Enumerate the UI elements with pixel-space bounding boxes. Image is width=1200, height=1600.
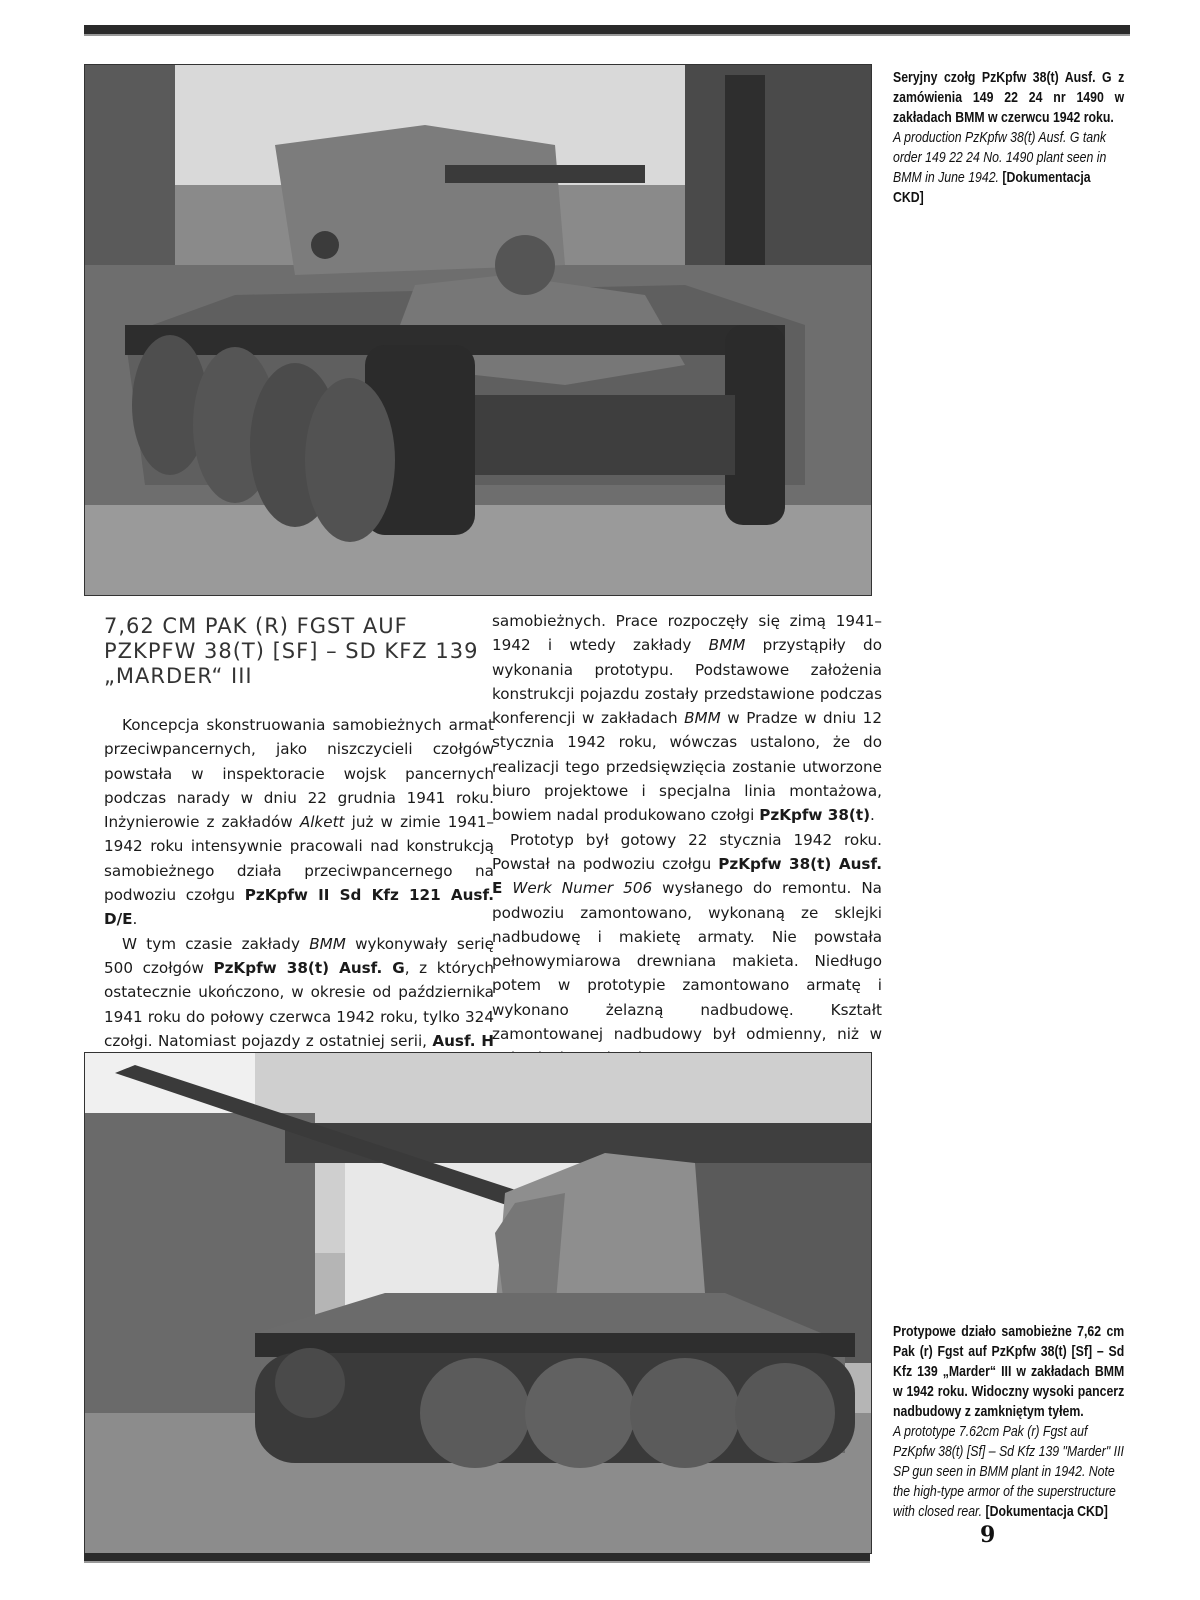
text-run: . — [132, 910, 138, 929]
text-run: W tym czasie zakłady — [122, 934, 310, 953]
text-run: w Pradze w dniu 12 stycznia 1942 roku, wówczas ustalono, że do realizacji tego przedsięwzięcia zostanie utworzone biuro projektowe i specjalna linia montażowa, bowiem nadal produkowano czołgi — [492, 709, 882, 825]
text-run: wysłanego do remontu. Na podwoziu zamontowano, wykonaną ze sklejki nadbudowę i makietę armaty. Nie powstała pełnowymiarowa drewniana makieta. Niedługo potem w prototypie zamontowano armatę i wykonano żelazną nadbudowę. Kształt zamontowanej nadbudowy był odmienny, niż w — [492, 879, 882, 1044]
text-run: samobieżnych. Prace rozpoczęły się zimą 1941–1942 i wtedy zakłady — [492, 612, 882, 655]
right-paragraph-2 — [492, 828, 882, 1071]
text-run-italic: BMM — [309, 934, 346, 953]
text-run: . — [870, 806, 875, 825]
text-column-right — [492, 609, 882, 1071]
text-run-italic: BMM — [684, 709, 721, 728]
page-number: 9 — [980, 1522, 996, 1548]
text-run-bold: PzKpfw 38(t) — [759, 806, 871, 825]
heading-line-2: PZKPFW 38(T) [SF] – SD KFZ 139 — [104, 639, 479, 663]
text-run-bold: Ausf. H — [432, 1031, 494, 1050]
left-paragraph-1 — [104, 713, 494, 932]
text-run: wykonywały serię 500 czołgów — [104, 934, 494, 977]
text-run-italic: BMM — [708, 636, 746, 655]
text-run — [502, 879, 512, 897]
right-paragraph-1 — [492, 609, 882, 828]
caption-bottom — [893, 1322, 1124, 1522]
text-run-italic: Werk Numer 506 — [512, 879, 653, 898]
text-run: , z których ostatecznie ukończono, w okresie od października 1941 roku do połowy czerwca 1942 roku, tylko 324 czołgi. Natomiast pojazdy z ostatniej serii, — [104, 958, 494, 1050]
section-heading — [104, 614, 494, 689]
text-run: przystąpiły do wykonania prototypu. Podstawowe założenia konstrukcji pojazdu zostały przedstawione podczas konferencji w zakładach — [492, 636, 882, 728]
heading-line-3: „MARDER“ III — [104, 664, 253, 688]
text-run-italic: Alkett — [299, 813, 345, 832]
tank-photo-top — [84, 64, 872, 596]
top-rule — [84, 25, 1130, 34]
marder-photo-bottom — [84, 1052, 872, 1554]
bottom-rule — [84, 1553, 870, 1561]
caption-bottom-polish: Protypowe działo samobieżne 7,62 cm Pak (r) Fgst auf PzKpfw 38(t) [Sf] – Sd Kfz 139 „Marder“ III w zakładach BMM w 1942 roku. Widoczny wysoki pancerz nadbudowy z zamkniętym tyłem. — [893, 1323, 1125, 1420]
heading-line-1: 7,62 CM PAK (R) FGST AUF — [104, 614, 408, 638]
text-run-bold: PzKpfw II Sd Kfz 121 Ausf. D/E — [104, 886, 494, 929]
caption-top-english: A production PzKpfw 38(t) Ausf. G tank order 149 22 24 No. 1490 plant seen in BMM in June 1942. — [893, 129, 1107, 186]
caption-bottom-english: A prototype 7.62cm Pak (r) Fgst auf PzKpfw 38(t) [Sf] – Sd Kfz 139 "Marder" III SP gun seen in BMM plant in 1942. Note the high-type armor of the superstructure with closed rear. — [893, 1423, 1124, 1520]
text-run-bold: PzKpfw 38(t) Ausf. E — [492, 854, 882, 898]
text-run: Prototyp był gotowy 22 stycznia 1942 roku. Powstał na podwoziu czołgu — [492, 830, 882, 873]
text-run: już w zimie 1941–1942 roku intensywnie pracowali nad konstrukcją samobieżnego działa przeciwpancernego na podwoziu czołgu — [104, 813, 495, 905]
caption-top-source: [Dokumentacja CKD] — [893, 169, 1091, 206]
text-run-bold: PzKpfw 38(t) Ausf. G — [213, 958, 405, 977]
caption-top — [893, 68, 1124, 208]
caption-bottom-source: [Dokumentacja CKD] — [985, 1503, 1108, 1520]
text-column-left — [104, 614, 494, 1077]
text-run: Koncepcja skonstruowania samobieżnych armat przeciwpancernych, jako niszczycieli czołgów powstała w inspektoracie wojsk pancernych podczas narady w dniu 22 grudnia 1941 roku. Inżynierowie z zakładów — [104, 716, 494, 832]
caption-top-polish: Seryjny czołg PzKpfw 38(t) Ausf. G z zamówienia 149 22 24 nr 1490 w zakładach BMM w czerwcu 1942 roku. — [893, 69, 1125, 126]
